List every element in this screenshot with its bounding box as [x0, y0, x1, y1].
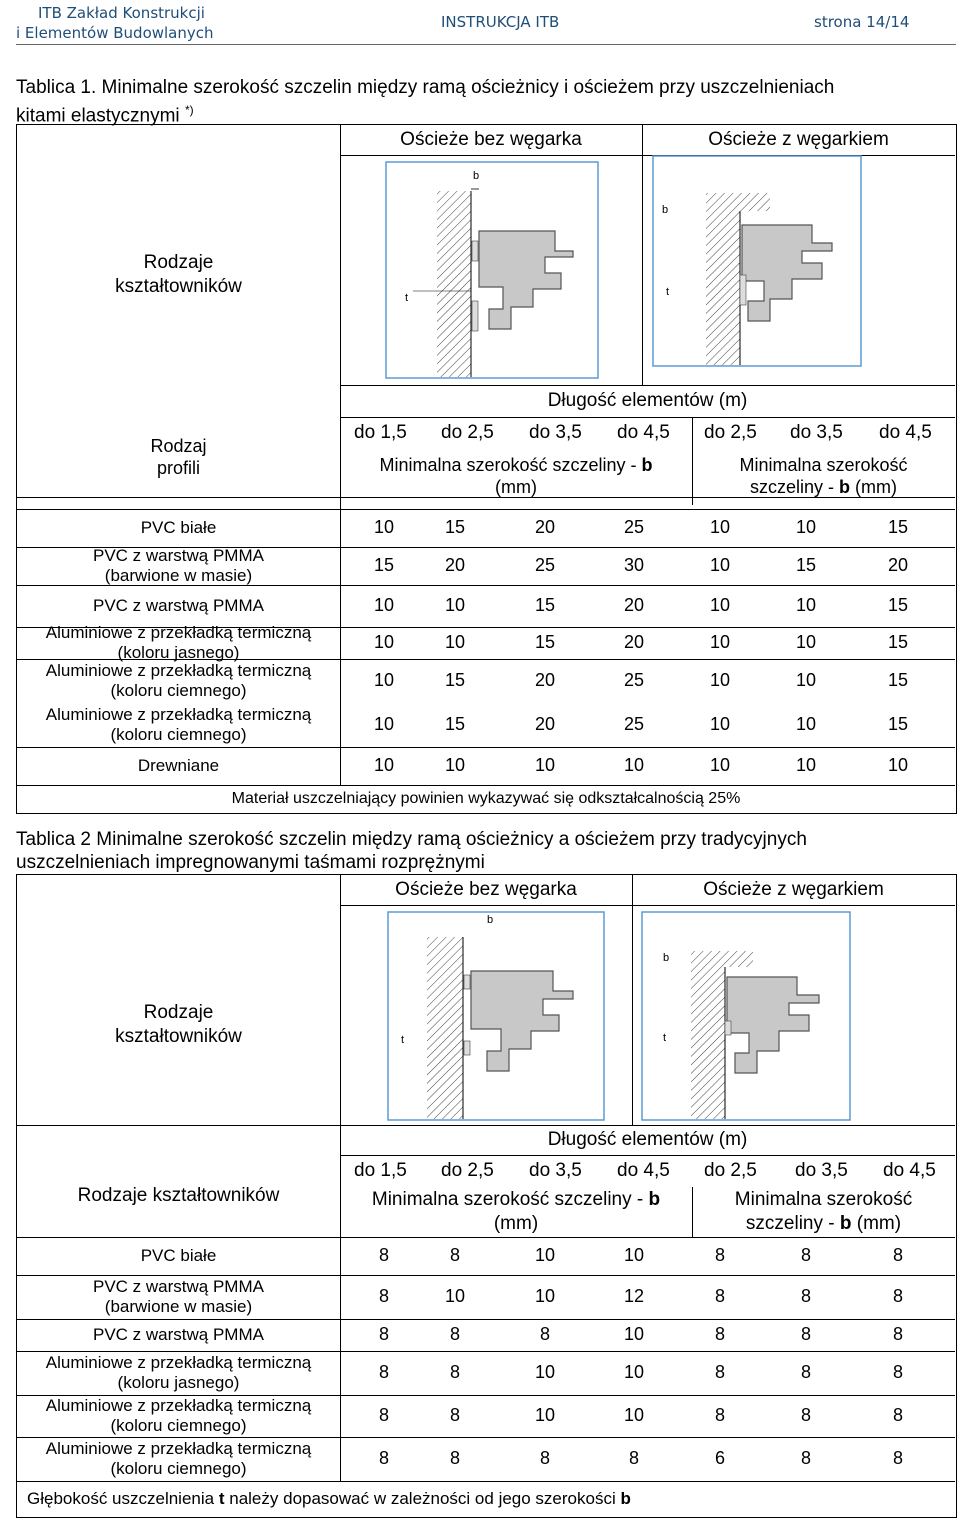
table-cell-value: 8: [714, 1245, 725, 1265]
min-width-header-right: Minimalna szerokość szczeliny - b (mm): [739, 455, 908, 497]
table-cell-value: 10: [709, 632, 731, 652]
svg-text:t: t: [666, 286, 670, 298]
table-cell-value: 8: [800, 1362, 811, 1382]
col-header-no-rebate: Ościeże bez węgarka: [400, 129, 582, 150]
table-cell-value: 8: [539, 1324, 550, 1344]
row-label: Aluminiowe z przekładką termiczną (koloru ciemnego): [45, 1396, 312, 1435]
profile-type-label: Rodzaje kształtowników: [77, 1185, 280, 1206]
svg-text:t: t: [401, 1034, 405, 1046]
row-label: Aluminiowe z przekładką termiczną (koloru jasnego): [45, 1353, 312, 1392]
table-cell-value: 10: [373, 755, 395, 775]
row-label: Aluminiowe z przekładką termiczną (koloru jasnego): [45, 623, 312, 662]
table2: [16, 874, 957, 1518]
table-cell-value: 10: [373, 517, 395, 537]
length-categories: do 1,5 do 2,5 do 3,5 do 4,5 do 2,5 do 3,5 do 4,5: [354, 1160, 936, 1181]
table-cell-value: 8: [378, 1362, 389, 1382]
table-cell-value: 8: [714, 1324, 725, 1344]
table2-caption: Tablica 2 Minimalne szerokość szczelin między ramą ościeżnicy a ościeżem przy tradycyjnych uszczelnieniach impregnowanymi taśmami rozprężnymi: [16, 829, 807, 873]
table-cell-value: 15: [444, 714, 466, 734]
table-cell-value: 12: [623, 1286, 645, 1306]
length-header: Długość elementów (m): [547, 390, 748, 411]
table-cell-value: 20: [623, 632, 645, 652]
length-header: Długość elementów (m): [547, 1129, 748, 1150]
table-cell-value: 10: [795, 714, 817, 734]
profile-drawing-with-rebate: [652, 155, 862, 367]
table-cell-value: 8: [378, 1286, 389, 1306]
table-cell-value: 20: [444, 555, 466, 575]
min-width-header-left: Minimalna szerokość szczeliny - b (mm): [371, 1189, 661, 1234]
table-cell-value: 10: [534, 1245, 556, 1265]
table-cell-value: 10: [444, 755, 466, 775]
table-cell-value: 20: [534, 517, 556, 537]
page-number: strona 14/14: [814, 13, 910, 31]
table-cell-value: 10: [709, 555, 731, 575]
table-cell-value: 8: [892, 1324, 903, 1344]
table2-footnote: Głębokość uszczelnienia t należy dopasować w zależności od jego szerokości b: [27, 1489, 631, 1508]
table-cell-value: 8: [714, 1286, 725, 1306]
table-cell-value: 10: [709, 517, 731, 537]
table1: [16, 124, 957, 814]
table-cell-value: 15: [887, 632, 909, 652]
table-cell-value: 8: [449, 1324, 460, 1344]
col-header-with-rebate: Ościeże z węgarkiem: [708, 129, 889, 150]
row-label: PVC z warstwą PMMA (barwione w masie): [93, 546, 264, 585]
table-cell-value: 8: [714, 1405, 725, 1425]
table-cell-value: 10: [373, 714, 395, 734]
table-cell-value: 8: [378, 1448, 389, 1468]
table-cell-value: 10: [795, 595, 817, 615]
table-cell-value: 10: [623, 1324, 645, 1344]
row-label: Drewniane: [137, 756, 220, 775]
table-cell-value: 8: [800, 1245, 811, 1265]
table-cell-value: 20: [887, 555, 909, 575]
table-cell-value: 25: [623, 714, 645, 734]
table-cell-value: 8: [378, 1405, 389, 1425]
table-cell-value: 10: [709, 670, 731, 690]
row-label-shapes: Rodzaje kształtowników: [115, 1002, 242, 1047]
svg-text:t: t: [405, 292, 409, 304]
profile-drawing-with-rebate: [641, 911, 851, 1121]
table-cell-value: 10: [623, 755, 645, 775]
row-label: PVC białe: [140, 518, 217, 537]
table-cell-value: 25: [623, 670, 645, 690]
row-label: Aluminiowe z przekładką termiczną (koloru ciemnego): [45, 1439, 312, 1478]
table1-caption: Tablica 1. Minimalne szerokość szczelin między ramą ościeżnicy i ościeżem przy uszczelnieniach kitami elastycznymi *): [16, 77, 835, 127]
table-cell-value: 8: [892, 1405, 903, 1425]
table-cell-value: 6: [714, 1448, 725, 1468]
table-cell-value: 10: [709, 595, 731, 615]
row-label: PVC z warstwą PMMA (barwione w masie): [93, 1277, 264, 1316]
table-cell-value: 10: [534, 755, 556, 775]
profile-type-label: Rodzaj profili: [150, 436, 207, 478]
table-cell-value: 15: [887, 670, 909, 690]
table-cell-value: 8: [378, 1245, 389, 1265]
table-cell-value: 15: [887, 595, 909, 615]
svg-text:b: b: [473, 170, 480, 182]
table-cell-value: 15: [373, 555, 395, 575]
table-cell-value: 15: [887, 714, 909, 734]
table-cell-value: 8: [539, 1448, 550, 1468]
table-cell-value: 25: [534, 555, 556, 575]
table-cell-value: 10: [444, 595, 466, 615]
table-cell-value: 8: [714, 1362, 725, 1382]
row-label: PVC z warstwą PMMA: [93, 596, 264, 615]
table-cell-value: 10: [534, 1362, 556, 1382]
svg-text:b: b: [662, 204, 669, 216]
table-cell-value: 10: [795, 517, 817, 537]
table-cell-value: 8: [892, 1286, 903, 1306]
table-cell-value: 8: [892, 1362, 903, 1382]
table-cell-value: 10: [795, 670, 817, 690]
table-cell-value: 10: [709, 714, 731, 734]
table-cell-value: 30: [623, 555, 645, 575]
table1-footnote: Materiał uszczelniający powinien wykazywać się odkształcalnością 25%: [231, 790, 741, 807]
svg-text:b: b: [487, 914, 494, 926]
length-categories: do 1,5 do 2,5 do 3,5 do 4,5 do 2,5 do 3,5 do 4,5: [354, 422, 932, 443]
table-cell-value: 20: [623, 595, 645, 615]
table-cell-value: 10: [795, 755, 817, 775]
table-cell-value: 20: [534, 714, 556, 734]
table-cell-value: 8: [378, 1324, 389, 1344]
footnote-mark: *): [184, 103, 194, 117]
min-width-header-left: Minimalna szerokość szczeliny - b (mm): [379, 455, 653, 497]
table-cell-value: 15: [534, 632, 556, 652]
table-cell-value: 8: [449, 1405, 460, 1425]
table-cell-value: 15: [534, 595, 556, 615]
table-cell-value: 10: [373, 632, 395, 652]
profile-drawing-no-rebate: [387, 911, 605, 1121]
table-cell-value: 8: [800, 1324, 811, 1344]
min-width-header-right: Minimalna szerokość szczeliny - b (mm): [734, 1189, 913, 1234]
row-label: PVC z warstwą PMMA: [93, 1325, 264, 1344]
svg-text:t: t: [663, 1032, 667, 1044]
col-header-no-rebate: Ościeże bez węgarka: [395, 879, 577, 900]
table-cell-value: 10: [623, 1405, 645, 1425]
svg-text:b: b: [663, 952, 670, 964]
table-cell-value: 8: [800, 1286, 811, 1306]
row-label: Aluminiowe z przekładką termiczną (koloru ciemnego): [45, 705, 312, 744]
table-cell-value: 10: [709, 755, 731, 775]
profile-drawing-no-rebate: [385, 161, 599, 379]
table-cell-value: 20: [534, 670, 556, 690]
table-cell-value: 15: [887, 517, 909, 537]
table-cell-value: 15: [444, 517, 466, 537]
table-cell-value: 10: [623, 1362, 645, 1382]
table-cell-value: 8: [449, 1245, 460, 1265]
table-cell-value: 8: [449, 1362, 460, 1382]
row-label: PVC białe: [140, 1246, 217, 1265]
table-cell-value: 10: [795, 632, 817, 652]
page-header: [0, 0, 960, 46]
table-cell-value: 8: [800, 1405, 811, 1425]
row-label-shapes: Rodzaje kształtowników: [115, 252, 242, 297]
table-cell-value: 10: [444, 632, 466, 652]
table-cell-value: 15: [444, 670, 466, 690]
table-cell-value: 10: [373, 670, 395, 690]
table-cell-value: 10: [534, 1286, 556, 1306]
table-cell-value: 8: [892, 1245, 903, 1265]
table-cell-value: 8: [800, 1448, 811, 1468]
col-header-with-rebate: Ościeże z węgarkiem: [703, 879, 884, 900]
table-cell-value: 10: [534, 1405, 556, 1425]
table-cell-value: 8: [628, 1448, 639, 1468]
document-title: INSTRUKCJA ITB: [441, 13, 560, 31]
org-name-line1: ITB Zakład Konstrukcji: [38, 4, 205, 22]
table-cell-value: 10: [373, 595, 395, 615]
table-cell-value: 10: [887, 755, 909, 775]
org-name-line2: i Elementów Budowlanych: [16, 24, 214, 42]
table-cell-value: 15: [795, 555, 817, 575]
table-cell-value: 10: [444, 1286, 466, 1306]
table-cell-value: 10: [623, 1245, 645, 1265]
header-divider: [16, 44, 956, 45]
row-label: Aluminiowe z przekładką termiczną (koloru ciemnego): [45, 661, 312, 700]
table-cell-value: 25: [623, 517, 645, 537]
table-cell-value: 8: [449, 1448, 460, 1468]
table-cell-value: 8: [892, 1448, 903, 1468]
